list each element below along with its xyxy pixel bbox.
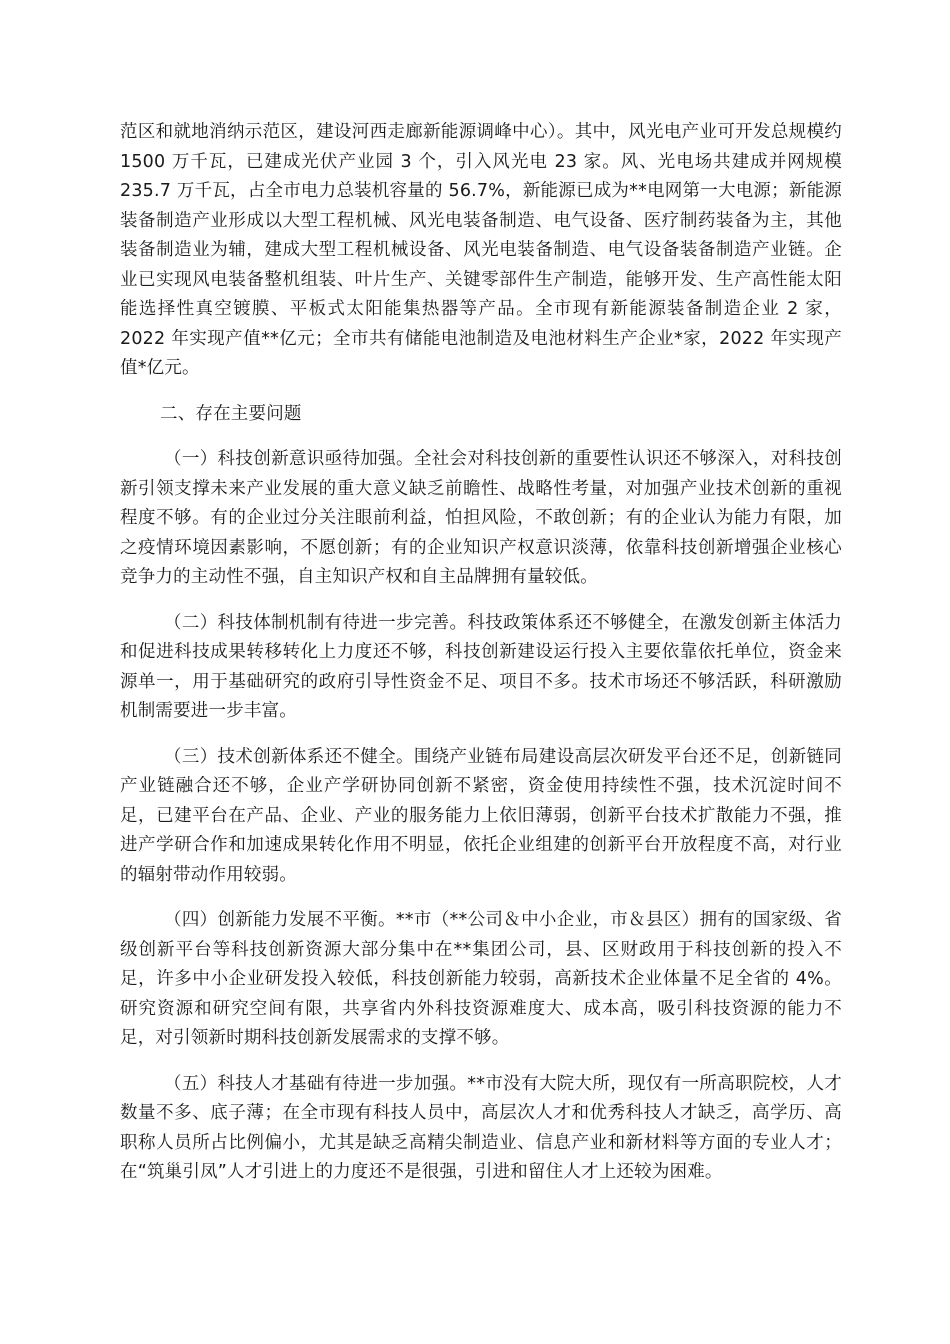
paragraph-issue-5: （五）科技人才基础有待进一步加强。**市没有大院大所，现仅有一所高职院校，人才数量不多、底子薄；在全市现有科技人员中，高层次人才和优秀科技人才缺乏，高学历、高职称人员所占比例偏小，尤其是缺乏高精尖制造业、信息产业和新材料等方面的专业人才；在“筑巢引凤”人才引进上的力度还不是很强，引进和留住人才上还较为困难。: [120, 1073, 842, 1182]
paragraph-issue-3: （三）技术创新体系还不健全。围绕产业链布局建设高层次研发平台还不足，创新链同产业链融合还不够，企业产学研协同创新不紧密，资金使用持续性不强，技术沉淀时间不足，已建平台在产品、企业、产业的服务能力上依旧薄弱，创新平台技术扩散能力不强，推进产学研合作和加速成果转化作用不明显，依托企业组建的创新平台开放程度不高，对行业的辐射带动作用较弱。: [120, 746, 842, 885]
paragraph-issue-2: （二）科技体制机制有待进一步完善。科技政策体系还不够健全，在激发创新主体活力和促进科技成果转移转化上力度还不够，科技创新建设运行投入主要依靠依托单位，资金来源单一，用于基础研究的政府引导性资金不足、项目不多。技术市场还不够活跃，科研激励机制需要进一步丰富。: [120, 612, 842, 721]
section-heading: 二、存在主要问题: [160, 403, 302, 424]
paragraph-continuation: 范区和就地消纳示范区，建设河西走廊新能源调峰中心）。其中，风光电产业可开发总规模约 1500 万千瓦，已建成光伏产业园 3 个，引入风光电 23 家。风、光电场共建成并网规模 235.7 万千瓦，占全市电力总装机容量的 56.7%，新能源已成为**电网第一大电源；新能源装备制造产业形成以大型工程机械、风光电装备制造、电气设备、医疗制药装备为主，其他装备制造业为辅，建成大型工程机械设备、风光电装备制造、电气设备装备制造产业链。企业已实现风电装备整机组装、叶片生产、关键零部件生产制造，能够开发、生产高性能太阳能选择性真空镀膜、平板式太阳能集热器等产品。全市现有新能源装备制造企业 2 家，2022 年实现产值**亿元；全市共有储能电池制造及电池材料生产企业*家，2022 年实现产值*亿元。: [120, 122, 842, 378]
paragraph-issue-1: （一）科技创新意识亟待加强。全社会对科技创新的重要性认识还不够深入，对科技创新引领支撑未来产业发展的重大意义缺乏前瞻性、战略性考量，对加强产业技术创新的重视程度不够。有的企业过分关注眼前利益，怕担风险，不敢创新；有的企业认为能力有限，加之疫情环境因素影响，不愿创新；有的企业知识产权意识淡薄，依靠科技创新增强企业核心竞争力的主动性不强，自主知识产权和自主品牌拥有量较低。: [120, 449, 842, 587]
paragraph-issue-4: （四）创新能力发展不平衡。**市（**公司＆中小企业，市＆县区）拥有的国家级、省级创新平台等科技创新资源大部分集中在**集团公司，县、区财政用于科技创新的投入不足，许多中小企业研发投入较低，科技创新能力较弱，高新技术企业体量不足全省的 4%。研究资源和研究空间有限，共享省内外科技资源难度大、成本高，吸引科技资源的能力不足，对引领新时期科技创新发展需求的支撑不够。: [120, 910, 842, 1048]
document-body: [120, 118, 842, 1204]
